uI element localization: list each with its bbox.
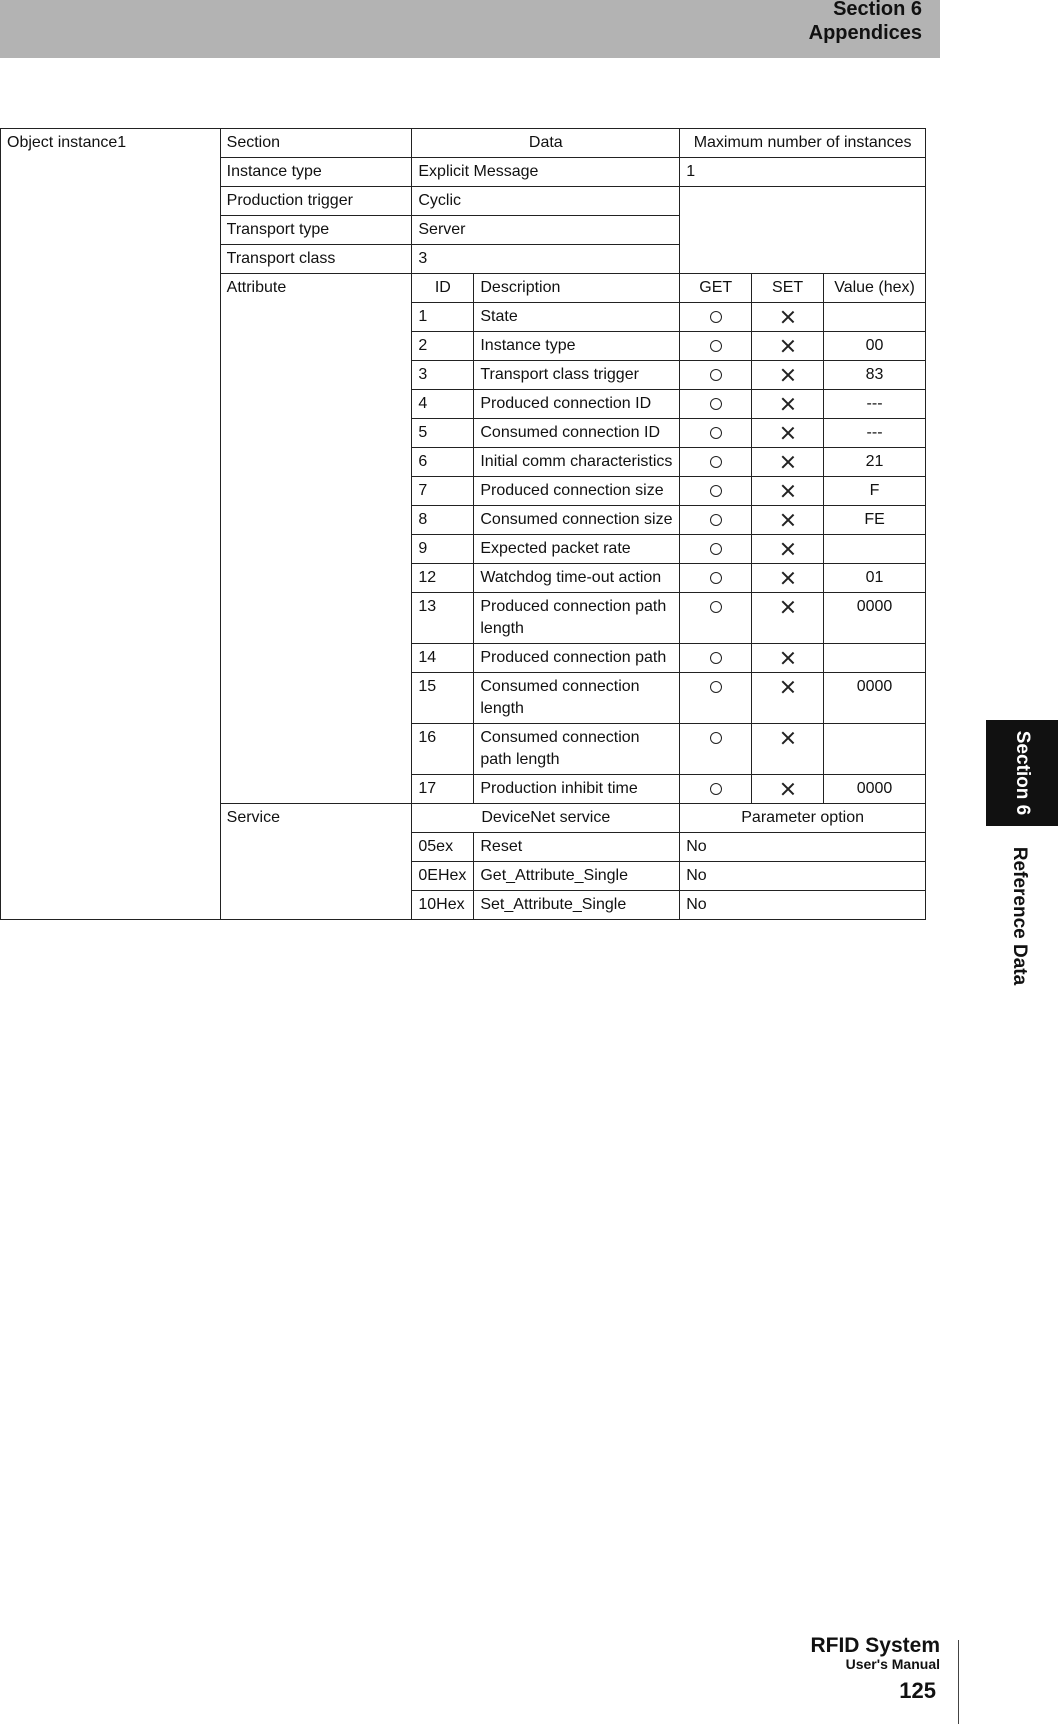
attr-id: 5 — [412, 419, 474, 448]
page-header — [0, 0, 940, 58]
attr-id: 3 — [412, 361, 474, 390]
attr-description: Consumed connection ID — [474, 419, 680, 448]
transport-type-data: Server — [412, 216, 680, 245]
circle-mark-icon — [710, 398, 722, 410]
attr-value: 00 — [824, 332, 926, 361]
attr-value: 01 — [824, 564, 926, 593]
attr-get — [680, 332, 752, 361]
attr-get — [680, 361, 752, 390]
production-trigger-data: Cyclic — [412, 187, 680, 216]
attr-set — [752, 332, 824, 361]
footer-title: RFID System — [810, 1634, 940, 1657]
cross-mark-icon — [781, 339, 795, 353]
service-param: No — [680, 833, 926, 862]
side-tab-reference-label: Reference Data — [1009, 846, 1030, 986]
service-name: Set_Attribute_Single — [474, 891, 680, 920]
attr-set — [752, 775, 824, 804]
circle-mark-icon — [710, 732, 722, 744]
attr-value: FE — [824, 506, 926, 535]
attr-get — [680, 390, 752, 419]
attr-head-value: Value (hex) — [824, 274, 926, 303]
side-tab-section-label: Section 6 — [1012, 730, 1033, 816]
attr-set — [752, 303, 824, 332]
instance-type-max: 1 — [680, 158, 926, 187]
attr-value: 83 — [824, 361, 926, 390]
header-title: Appendices — [808, 22, 922, 44]
cross-mark-icon — [781, 782, 795, 796]
service-param: No — [680, 891, 926, 920]
attr-get — [680, 724, 752, 775]
attr-set — [752, 506, 824, 535]
circle-mark-icon — [710, 783, 722, 795]
attr-description: Produced connection path length — [474, 593, 680, 644]
attr-description: Produced connection size — [474, 477, 680, 506]
attr-get — [680, 477, 752, 506]
circle-mark-icon — [710, 369, 722, 381]
footer-divider — [958, 1640, 959, 1724]
attr-description: Consumed connection length — [474, 673, 680, 724]
attr-id: 6 — [412, 448, 474, 477]
attr-description: Produced connection path — [474, 644, 680, 673]
head-data: Data — [412, 129, 680, 158]
attr-get — [680, 564, 752, 593]
attr-id: 7 — [412, 477, 474, 506]
attr-id: 4 — [412, 390, 474, 419]
instance-type-label: Instance type — [220, 158, 412, 187]
cross-mark-icon — [781, 571, 795, 585]
production-trigger-label: Production trigger — [220, 187, 412, 216]
attr-set — [752, 448, 824, 477]
cross-mark-icon — [781, 368, 795, 382]
attr-id: 8 — [412, 506, 474, 535]
circle-mark-icon — [710, 543, 722, 555]
attr-id: 12 — [412, 564, 474, 593]
cross-mark-icon — [781, 542, 795, 556]
attr-set — [752, 361, 824, 390]
attr-set — [752, 673, 824, 724]
attr-value: --- — [824, 390, 926, 419]
attr-set — [752, 644, 824, 673]
attr-head-desc: Description — [474, 274, 680, 303]
circle-mark-icon — [710, 652, 722, 664]
attr-id: 13 — [412, 593, 474, 644]
cross-mark-icon — [781, 310, 795, 324]
service-code: 0EHex — [412, 862, 474, 891]
attr-get — [680, 506, 752, 535]
attr-value: 0000 — [824, 673, 926, 724]
cross-mark-icon — [781, 397, 795, 411]
attr-head-set: SET — [752, 274, 824, 303]
object-instance-table — [0, 128, 926, 920]
service-param: No — [680, 862, 926, 891]
cross-mark-icon — [781, 600, 795, 614]
service-code: 10Hex — [412, 891, 474, 920]
attr-id: 9 — [412, 535, 474, 564]
attr-description: Consumed connection size — [474, 506, 680, 535]
attr-get — [680, 593, 752, 644]
transport-class-label: Transport class — [220, 245, 412, 274]
attr-value: F — [824, 477, 926, 506]
page-number: 125 — [899, 1678, 936, 1703]
attr-description: Instance type — [474, 332, 680, 361]
service-label: Service — [220, 804, 412, 920]
cross-mark-icon — [781, 484, 795, 498]
circle-mark-icon — [710, 681, 722, 693]
service-head-param: Parameter option — [680, 804, 926, 833]
attr-description: Production inhibit time — [474, 775, 680, 804]
attr-description: State — [474, 303, 680, 332]
cross-mark-icon — [781, 455, 795, 469]
cross-mark-icon — [781, 513, 795, 527]
attribute-label: Attribute — [220, 274, 412, 804]
cross-mark-icon — [781, 731, 795, 745]
service-head-name: DeviceNet service — [412, 804, 680, 833]
circle-mark-icon — [710, 311, 722, 323]
attr-value: 0000 — [824, 775, 926, 804]
attr-value — [824, 535, 926, 564]
attr-value — [824, 724, 926, 775]
attr-get — [680, 644, 752, 673]
circle-mark-icon — [710, 514, 722, 526]
transport-type-label: Transport type — [220, 216, 412, 245]
cross-mark-icon — [781, 651, 795, 665]
attr-value — [824, 644, 926, 673]
attr-id: 16 — [412, 724, 474, 775]
attr-get — [680, 448, 752, 477]
attr-description: Expected packet rate — [474, 535, 680, 564]
attr-id: 1 — [412, 303, 474, 332]
attr-set — [752, 535, 824, 564]
attr-description: Watchdog time-out action — [474, 564, 680, 593]
side-tab-reference — [1004, 836, 1034, 996]
attr-set — [752, 564, 824, 593]
attr-set — [752, 593, 824, 644]
side-tab-section — [986, 720, 1058, 826]
header-section: Section 6 — [833, 0, 922, 20]
attr-head-id: ID — [412, 274, 474, 303]
circle-mark-icon — [710, 456, 722, 468]
service-name: Get_Attribute_Single — [474, 862, 680, 891]
circle-mark-icon — [710, 601, 722, 613]
attr-get — [680, 673, 752, 724]
attr-set — [752, 724, 824, 775]
attr-value: 21 — [824, 448, 926, 477]
max-empty-cell — [680, 187, 926, 274]
circle-mark-icon — [710, 427, 722, 439]
attr-value — [824, 303, 926, 332]
attr-head-get: GET — [680, 274, 752, 303]
table-head-row — [1, 129, 926, 158]
transport-class-data: 3 — [412, 245, 680, 274]
circle-mark-icon — [710, 572, 722, 584]
attr-id: 15 — [412, 673, 474, 724]
attr-set — [752, 419, 824, 448]
attr-value: 0000 — [824, 593, 926, 644]
attr-get — [680, 775, 752, 804]
cross-mark-icon — [781, 426, 795, 440]
head-max: Maximum number of instances — [680, 129, 926, 158]
object-name-cell: Object instance1 — [1, 129, 221, 920]
service-code: 05ex — [412, 833, 474, 862]
attr-description: Transport class trigger — [474, 361, 680, 390]
head-section: Section — [220, 129, 412, 158]
attr-description: Initial comm characteristics — [474, 448, 680, 477]
attr-set — [752, 477, 824, 506]
attr-value: --- — [824, 419, 926, 448]
attr-description: Consumed connection path length — [474, 724, 680, 775]
attr-get — [680, 303, 752, 332]
attr-get — [680, 419, 752, 448]
service-name: Reset — [474, 833, 680, 862]
attr-id: 14 — [412, 644, 474, 673]
attr-get — [680, 535, 752, 564]
cross-mark-icon — [781, 680, 795, 694]
attr-set — [752, 390, 824, 419]
circle-mark-icon — [710, 485, 722, 497]
attr-description: Produced connection ID — [474, 390, 680, 419]
attr-id: 2 — [412, 332, 474, 361]
circle-mark-icon — [710, 340, 722, 352]
instance-type-data: Explicit Message — [412, 158, 680, 187]
attr-id: 17 — [412, 775, 474, 804]
footer-subtitle: User's Manual — [845, 1656, 940, 1672]
